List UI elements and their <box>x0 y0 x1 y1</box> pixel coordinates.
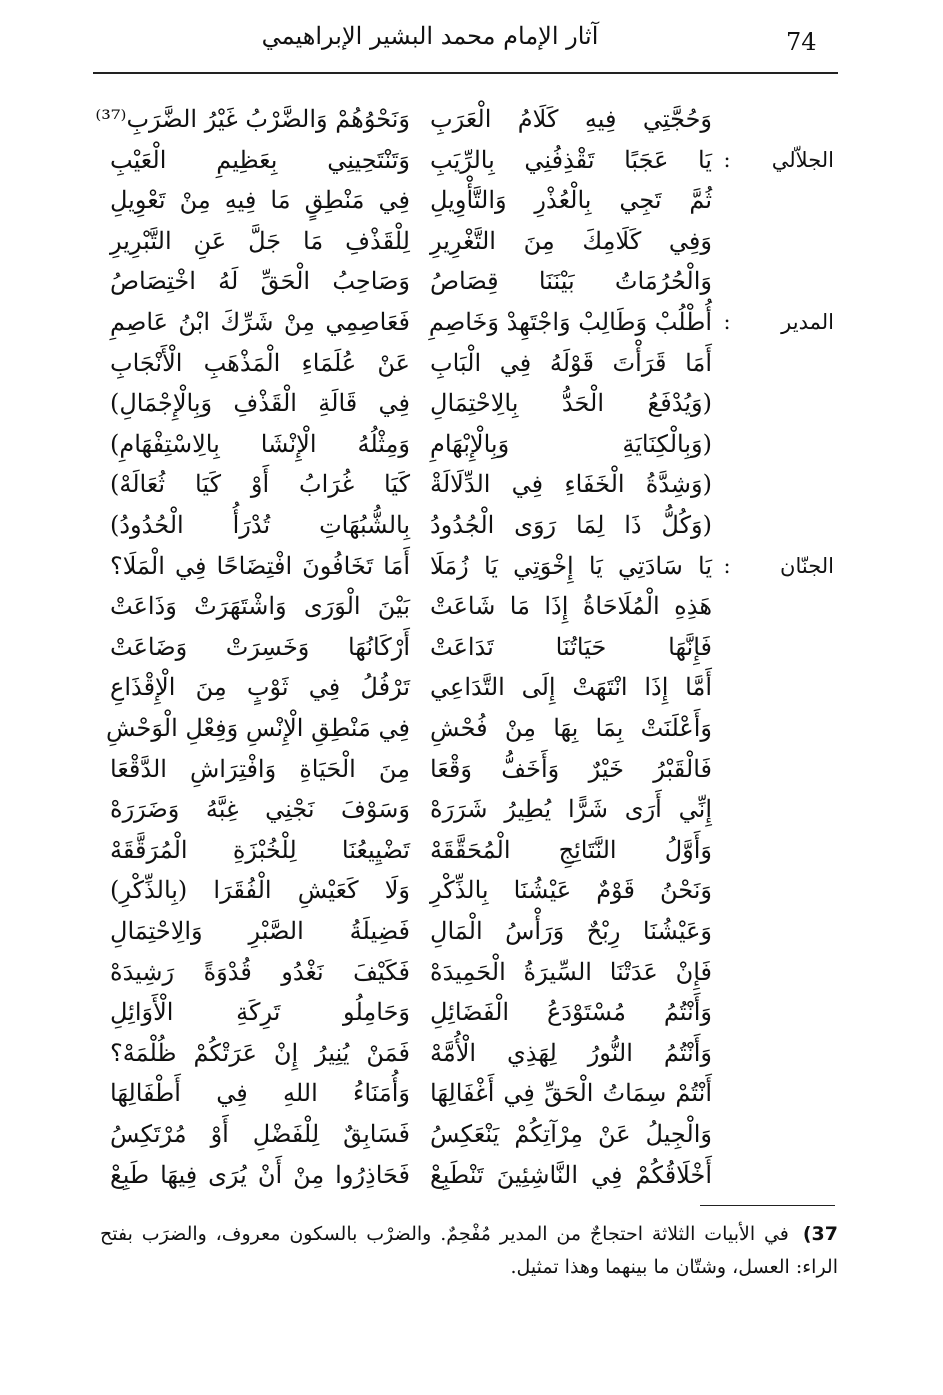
verse-first-hemistich: وَالْحُرُمَاتُ بَيْنَنَا قِصَاصُ <box>430 267 712 296</box>
verse-row <box>100 552 840 592</box>
verse-second-hemistich: وَلَا كَعَيْشِ الْفُقَرَا (بِالذِّكْرِ) <box>110 876 410 905</box>
verse-row <box>100 1161 840 1201</box>
verse-second-hemistich: وَتَنْتَحِينِي بِعَظِيمِ الْعَيْبِ <box>110 145 410 174</box>
verse-second-hemistich: فِي مَنْطِقِ الْإِنْسِ وَفِعْلِ الْوَحْشِ <box>105 714 410 742</box>
verse-row <box>100 349 840 389</box>
verse-row <box>100 998 840 1038</box>
verse-row <box>100 227 840 267</box>
verse-first-hemistich: وَأَعْلَنَتْ بِمَا بِهَا مِنْ فُحْشِ <box>430 714 712 742</box>
verse-first-hemistich: ثُمَّ تَجِي بِالْعُذْرِ وَالتَّأْوِيلِ <box>430 186 712 215</box>
verse-row <box>100 917 840 957</box>
verse-first-hemistich: فَإِنَّهَا حَيَاتُنَا تَدَاعَتْ <box>430 632 712 661</box>
verse-first-hemistich: وَعَيْشُنَا رِبْحٌ وَرَأْسُ الْمَالِ <box>430 917 712 945</box>
verse-second-hemistich: كَيَا غُرَابُ أَوْ كَيَا ثُعَالَهْ) <box>110 470 410 499</box>
verse-first-hemistich: فَإِنْ عَدَتْنَا السِّيرَةُ الْحَمِيدَهْ <box>430 957 712 986</box>
verse-second-hemistich: فِي قَالَةِ الْقَذْفِ وَبِالْإِجْمَالِ) <box>110 389 410 418</box>
verse-first-hemistich: أُطْلُبْ وَطَالِبْ وَاجْتَهِدْ وَخَاصِمِ <box>428 308 712 336</box>
verse-first-hemistich: أَمَا قَرَأْتَ قَوْلَهُ فِي الْبَابِ <box>430 348 712 377</box>
verse-first-hemistich: وَالْجِيلُ عَنْ مِرْآتِكُمْ يَنْعَكِسُ <box>430 1120 712 1148</box>
speaker-colon: : <box>723 310 731 334</box>
speaker-label: الجلاّلي <box>771 147 834 172</box>
verse-second-hemistich: أَرْكَانُهَا وَخَسِرَتْ وَضَاعَتْ <box>110 632 410 661</box>
verse-row <box>100 795 840 835</box>
verse-row <box>100 146 840 186</box>
header-rule <box>93 72 838 74</box>
verse-row <box>100 511 840 551</box>
verse-row <box>100 308 840 348</box>
verse-first-hemistich: وَنَحْنُ قَوْمٌ عَيْشُنَا بِالذِّكْرِ <box>430 876 712 905</box>
verse-second-hemistich: فَكَيْفَ نَغْدُو قُدْوَةً رَشِيدَهْ <box>110 957 410 986</box>
speaker-label: المدير <box>781 310 834 334</box>
speaker-colon: : <box>723 553 731 578</box>
verse-row <box>100 470 840 510</box>
verse-first-hemistich: إِنِّي أَرَى شَرًّا يُطِيرُ شَرَرَهْ <box>430 795 712 824</box>
verse-row <box>100 1120 840 1160</box>
verse-second-hemistich: وَمِثْلُهُ الْإِنْشَا بِالِاسْتِفْهَامِ) <box>110 429 410 458</box>
verse-second-hemistich: لِلْقَذْفِ مَا جَلَّ عَنِ التَّبْرِيرِ <box>110 226 410 255</box>
verse-first-hemistich: وَأَوَّلُ النَّتَائِجِ الْمُحَقَّقَهْ <box>430 835 712 864</box>
verse-first-hemistich: وَأَنْتُمُ مُسْتَوْدَعُ الْفَضَائِلِ <box>430 998 712 1027</box>
verse-second-hemistich: عَنْ عُلَمَاءِ الْمَذْهَبِ الْأَنْجَابِ <box>110 348 410 377</box>
verse-first-hemistich: (وَكُلُّ ذَا لِمَا رَوَى الْجُدُودُ <box>430 511 712 539</box>
verse-second-hemistich: فَسَابِقٌ لِلْفَضْلِ أَوْ مُرْتَكِسُ <box>110 1120 410 1148</box>
verse-first-hemistich: (وَشِدَّةُ الْخَفَاءِ فِي الدِّلَالَةْ <box>430 470 712 499</box>
verse-second-hemistich: وَسَوْفَ نَجْنِي غِبَّهُ وَضَرَرَهْ <box>110 795 410 824</box>
verse-row <box>100 1039 840 1079</box>
verse-second-hemistich: مِنَ الْحَيَاةِ وَافْتِرَاشِ الدَّقْعَا <box>110 754 410 783</box>
verse-first-hemistich: (وَيُدْفَعُ الْحَدُّ بِالِاحْتِمَالِ <box>430 389 712 418</box>
verse-second-hemistich: أَمَا تَخَافُونَ افْتِضَاحًا فِي الْمَلَا؟ <box>110 551 410 580</box>
verse-row <box>100 592 840 632</box>
verse-row <box>100 430 840 470</box>
verse-row <box>100 836 840 876</box>
verse-row <box>95 105 840 145</box>
verse-second-hemistich: فِي مَنْطِقٍ مَا فِيهِ مِنْ تَعْوِيلِ <box>110 186 410 215</box>
verse-second-hemistich: بِالشُّبُهَاتِ تُدْرَأُ الْحُدُودُ) <box>110 511 410 539</box>
verse-second-hemistich: وَحَامِلُو تَرِكَةِ الْأَوَائِلِ <box>110 998 410 1027</box>
verse-first-hemistich: أَمَّا إِذَا انْتَهَتْ إِلَى التَّدَاعِي <box>430 673 712 702</box>
page-number: 74 <box>786 28 817 56</box>
verse-row <box>100 389 840 429</box>
verse-row <box>100 1079 840 1119</box>
verse-first-hemistich: يَا سَادَتِي يَا إِخْوَتِي يَا زُمَلَا <box>430 551 712 580</box>
speaker-label: الجنّان <box>780 553 834 578</box>
verse-second-hemistich: وَأُمَنَاءُ اللهِ فِي أَطْفَالِهَا <box>110 1079 410 1108</box>
footnote-text: في الأبيات الثلاثة احتجاجٌ من المدير مُفْحِمٌ. والضرْب بالسكون معروف، والضرَب بفتح الراء: العسل، وشتّان ما بينهما وهذا تمثيل. <box>100 1223 838 1278</box>
verse-first-hemistich: أَنْتُمْ سِمَاتُ الْحَقِّ فِي أَغْفَالِهَا <box>430 1079 712 1108</box>
footnote-number: 37) <box>802 1223 838 1245</box>
verse-second-hemistich: فَعَاصِمِي مِنْ شَرِّكَ ابْنُ عَاصِمِ <box>110 308 410 336</box>
verse-second-hemistich: بَيْنَ الْوَرَى وَاشْتَهَرَتْ وَذَاعَتْ <box>110 592 410 621</box>
verse-second-hemistich: وَصَاحِبُ الْحَقِّ لَهُ اخْتِصَاصُ <box>110 267 410 296</box>
verse-first-hemistich: وَأَنْتُمُ النُّورُ لِهَذِي الْأُمَّهْ <box>430 1038 712 1067</box>
verse-row <box>100 876 840 916</box>
footnote <box>100 1218 838 1284</box>
verse-first-hemistich: (وَبِالْكِنَايَةِ وَبِالْإِبْهَامِ <box>430 429 712 458</box>
verse-first-hemistich: فَالْقَبْرُ خَيْرٌ وَأَخَفُّ وَقْعَا <box>430 754 712 783</box>
verse-second-hemistich: فَحَاذِرُوا مِنْ أَنْ يُرَى فِيهَا طَبِعْ <box>110 1160 410 1189</box>
verse-second-hemistich: تَضْيِيعُنَا لِلْخُبْزَةِ الْمُرَقَّقَهْ <box>110 835 410 864</box>
verse-first-hemistich: هَذِهِ الْمُلَاحَاةُ إِذَا مَا شَاعَتْ <box>430 592 712 621</box>
verse-first-hemistich: أَخْلَاقُكُمْ فِي النَّاشِئِينَ تَنْطَبِعْ <box>430 1160 712 1189</box>
verse-row <box>100 714 840 754</box>
verse-row <box>100 633 840 673</box>
verse-second-hemistich: فَضِيلَةُ الصَّبْرِ وَالِاحْتِمَالِ <box>110 917 410 945</box>
running-title: آثار الإمام محمد البشير الإبراهيمي <box>261 22 599 50</box>
verse-row <box>100 673 840 713</box>
verse-second-hemistich: فَمَنْ يُنِيرُ إِنْ عَرَتْكُمْ ظُلْمَهْ؟ <box>110 1038 410 1067</box>
verse-row <box>100 958 840 998</box>
verse-first-hemistich: وَحُجَّتِي فِيهِ كَلَامُ الْعَرَبِ <box>430 105 712 133</box>
poem <box>95 105 840 1195</box>
verse-row <box>100 267 840 307</box>
verse-second-hemistich: وَنَحْوُهُمْ وَالضَّرْبُ غَيْرُ الضَّرَبِ⁽³⁷⁾ <box>95 105 410 133</box>
speaker-colon: : <box>723 147 731 172</box>
verse-second-hemistich: تَرْفُلُ فِي ثَوْبٍ مِنَ الْإِقْذَاعِ <box>110 673 410 702</box>
verse-row <box>100 186 840 226</box>
verse-first-hemistich: وَفِي كَلَامِكَ مِنَ التَّغْرِيرِ <box>430 226 712 255</box>
verse-first-hemistich: يَا عَجَبًا تَقْذِفُنِي بِالرِّيَبِ <box>430 145 712 174</box>
verse-row <box>100 755 840 795</box>
footnote-rule <box>700 1205 835 1206</box>
